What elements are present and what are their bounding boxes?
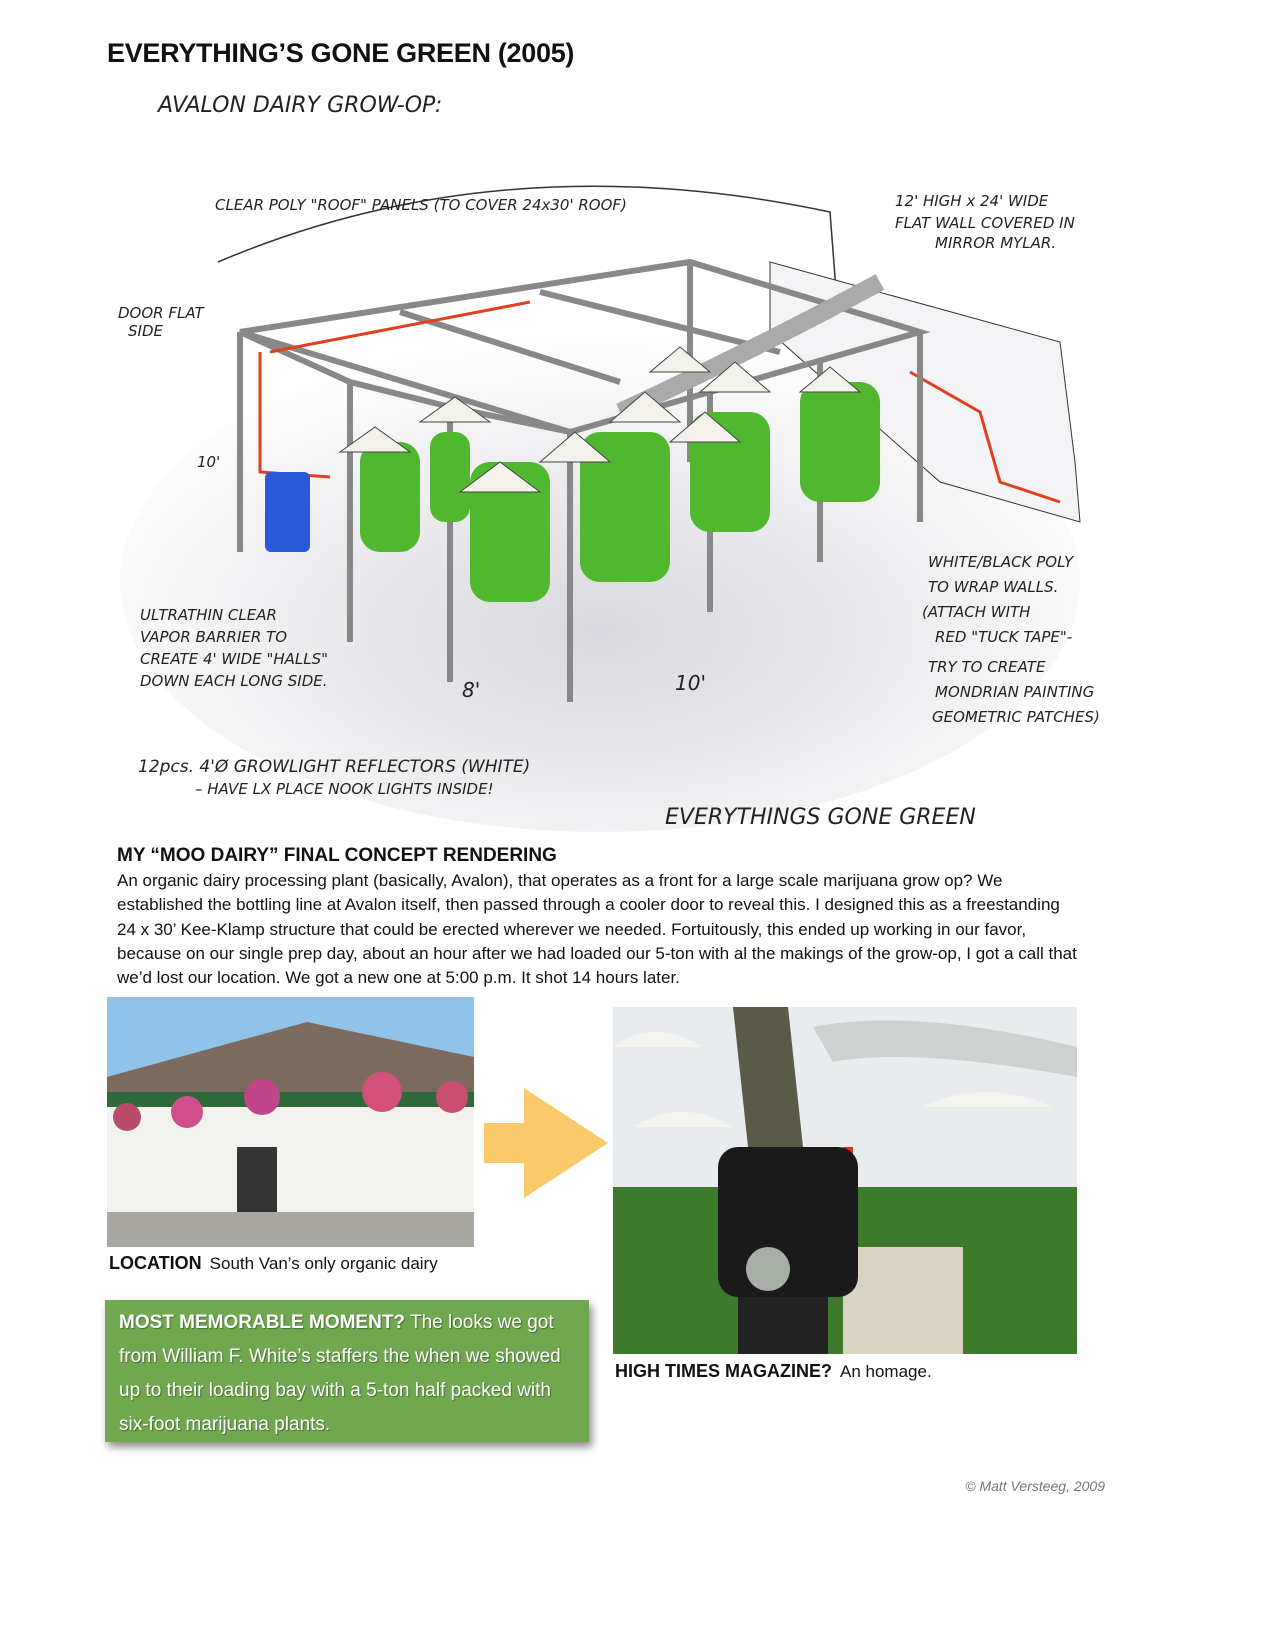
section-heading: MY “MOO DAIRY” FINAL CONCEPT RENDERING: [117, 845, 557, 866]
door-label: DOOR FLAT: [118, 304, 204, 322]
location-caption-label: LOCATION: [109, 1253, 202, 1273]
wall-label: 12' HIGH x 24' WIDE: [895, 192, 1049, 210]
wall-label: MIRROR MYLAR.: [935, 234, 1057, 252]
location-caption-text: South Van’s only organic dairy: [209, 1254, 438, 1273]
high-times-caption-label: HIGH TIMES MAGAZINE?: [615, 1361, 832, 1381]
memorable-moment-label: MOST MEMORABLE MOMENT?: [119, 1312, 406, 1333]
lights-label: 12pcs. 4'Ø GROWLIGHT REFLECTORS (WHITE): [138, 757, 531, 777]
poly-label: GEOMETRIC PATCHES): [932, 708, 1100, 726]
barrier-label: VAPOR BARRIER TO: [140, 628, 288, 646]
memorable-moment-text: The looks we got from William F. White’s staffers the when we showed up to their loading bay with a 5-ton half packed with six-foot marijuana plants.: [119, 1312, 561, 1435]
section-body: An organic dairy processing plant (basically, Avalon), that operates as a front for a large scale marijuana grow op? We established the bottling line at Avalon itself, then passed through a cooler door to reveal this. I designed this as a freestanding 24 x 30’ Kee-Klamp structure that could be erected wherever we needed. Fortuitously, this ended up working in our favor, because on our single prep day, about an hour after we had loaded our 5-ton with al the makings of the grow-op, I got a call that we’d lost our location. We got a new one at 5:00 p.m. It shot 14 hours later.: [117, 871, 1077, 988]
poly-label: TO WRAP WALLS.: [928, 578, 1059, 596]
dairy-location-photo: [107, 997, 474, 1247]
high-times-homage-photo: [613, 1007, 1077, 1354]
high-times-caption-text: An homage.: [840, 1362, 932, 1381]
high-times-caption: [615, 1361, 932, 1382]
lights-label: – HAVE LX PLACE NOOK LIGHTS INSIDE!: [195, 780, 494, 798]
location-caption: [109, 1253, 438, 1274]
sketch-title: AVALON DAIRY GROW-OP:: [158, 93, 443, 118]
sketch-signature: EVERYTHINGS GONE GREEN: [665, 805, 976, 830]
page-title: EVERYTHING’S GONE GREEN (2005): [107, 38, 575, 68]
poly-label: MONDRIAN PAINTING: [935, 683, 1095, 701]
door-label: SIDE: [128, 322, 163, 340]
poly-label: WHITE/BLACK POLY: [928, 553, 1074, 571]
memorable-moment-box: [105, 1300, 589, 1442]
grow-op-concept-sketch: [100, 82, 1100, 842]
barrier-label: ULTRATHIN CLEAR: [140, 606, 277, 624]
barrier-label: CREATE 4' WIDE "HALLS": [140, 650, 329, 668]
barrier-label: DOWN EACH LONG SIDE.: [140, 672, 328, 690]
dimension-label: 8': [462, 678, 481, 702]
dimension-label: 10': [675, 671, 706, 695]
poly-label: (ATTACH WITH: [922, 603, 1031, 621]
poly-label: TRY TO CREATE: [928, 658, 1046, 676]
copyright-footer: © Matt Versteeg, 2009: [965, 1478, 1105, 1494]
height-label: 10': [197, 453, 221, 471]
blue-barrel: [265, 472, 310, 552]
arrow-right-icon: [484, 1088, 608, 1198]
roof-label: CLEAR POLY "ROOF" PANELS (TO COVER 24x30' ROOF): [215, 196, 627, 214]
poly-label: RED "TUCK TAPE"-: [935, 628, 1073, 646]
wall-label: FLAT WALL COVERED IN: [895, 214, 1075, 232]
